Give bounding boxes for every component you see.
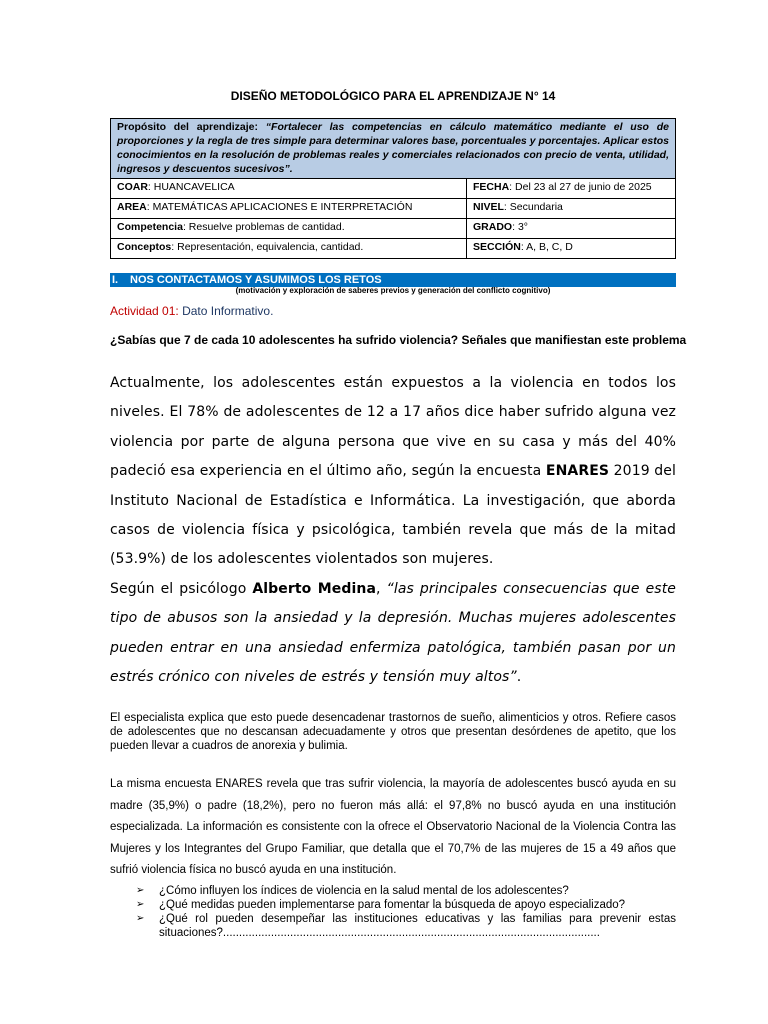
fecha-cell: FECHA: Del 23 al 27 de junio de 2025 xyxy=(467,179,676,199)
conceptos-label: Conceptos xyxy=(117,241,172,253)
main-paragraph xyxy=(110,369,676,692)
activity-heading xyxy=(110,304,273,318)
coar-cell: COAR: HUANCAVELICA xyxy=(111,179,467,199)
question-list xyxy=(136,884,676,940)
area-value: MATEMÁTICAS APLICACIONES E INTERPRETACIÓN xyxy=(152,201,413,213)
grado-label: GRADO xyxy=(473,221,513,233)
info-table xyxy=(110,118,676,259)
purpose-label: Propósito del aprendizaje xyxy=(117,121,255,133)
nivel-label: NIVEL xyxy=(473,201,504,213)
question-heading: ¿Sabías que 7 de cada 10 adolescentes ha sufrido violencia? Señales que manifiestan este problema xyxy=(110,333,687,347)
conceptos-cell: Conceptos: Representación, equivalencia, cantidad. xyxy=(111,239,467,259)
question-text: ¿Qué rol pueden desempeñar las instituciones educativas y las familias para prevenir estas situaciones?...................................................................................................................... xyxy=(159,913,676,939)
coar-value: HUANCAVELICA xyxy=(153,181,235,193)
paragraph-text: 2019 del Instituto Nacional de Estadística e Informática. La investigación, que aborda casos de violencia física y psicológica, también revela que más de la mitad (53.9%) de los adolescentes violentados son mujeres. xyxy=(110,463,676,568)
area-cell: AREA: MATEMÁTICAS APLICACIONES E INTERPRETACIÓN xyxy=(111,199,467,219)
section-subtitle: (motivación y exploración de saberes previos y generación del conflicto cognitivo) xyxy=(235,286,551,295)
enares-term: ENARES xyxy=(545,463,610,480)
list-item xyxy=(136,912,676,940)
fecha-value: Del 23 al 27 de junio de 2025 xyxy=(515,181,652,193)
competencia-cell: Competencia: Resuelve problemas de cantidad. xyxy=(111,219,467,239)
grado-cell: GRADO: 3° xyxy=(467,219,676,239)
seccion-label: SECCIÓN xyxy=(473,241,521,253)
paragraph-psychologist-quote xyxy=(110,575,676,693)
paragraph-enares-survey: La misma encuesta ENARES revela que tras sufrir violencia, la mayoría de adolescentes buscó ayuda en su madre (35,9%) o padre (18,2%), pero no fueron más allá: el 97,8% no buscó ayuda en una institución especializada. La información es consistente con la ofrece el Observatorio Nacional de la Violencia Contra las Mujeres y los Integrantes del Grupo Familiar, que detalla que el 70,7% de las mujeres de 15 a 49 años que sufrió violencia física no buscó ayuda en una institución. xyxy=(110,778,676,877)
arrow-bullet-icon: ➢ xyxy=(136,913,145,924)
question-text: ¿Qué medidas pueden implementarse para fomentar la búsqueda de apoyo especializado? xyxy=(159,899,626,911)
area-label: AREA xyxy=(117,201,147,213)
section-heading-bar xyxy=(110,273,676,287)
competencia-label: Competencia xyxy=(117,221,183,233)
paragraph-text: , xyxy=(376,580,387,597)
competencia-value: Resuelve problemas de cantidad. xyxy=(188,221,345,233)
nivel-value: Secundaria xyxy=(509,201,563,213)
section-number: I. xyxy=(112,274,119,286)
list-item xyxy=(136,884,676,898)
paragraph-text: . xyxy=(516,669,522,686)
paragraph-text: Según el psicólogo xyxy=(110,580,253,597)
paragraph-violence-stats xyxy=(110,369,676,575)
paragraph-specialist: El especialista explica que esto puede desencadenar trastornos de sueño, alimenticios y otros. Refiere casos de adolescentes que no descansan adecuadamente y otros que presentan desórdenes de apetito, que los pueden llevar a cuadros de anorexia y bulimia. xyxy=(110,712,676,752)
grado-value: 3° xyxy=(517,221,528,233)
document-title: DISEÑO METODOLÓGICO PARA EL APRENDIZAJE N° 14 xyxy=(230,89,556,103)
purpose-cell: Propósito del aprendizaje: “Fortalecer las competencias en cálculo matemático mediante el uso de proporciones y la regla de tres simple para determinar valores base, porcentuales y porcentajes. Aplicar estos conocimientos en la resolución de problemas reales y comerciales relacionados con precio de venta, utilidad, ingresos y descuentos sucesivos”. xyxy=(111,119,676,179)
seccion-value: A, B, C, D xyxy=(526,241,573,253)
coar-label: COAR xyxy=(117,181,148,193)
nivel-cell: NIVEL: Secundaria xyxy=(467,199,676,219)
conceptos-value: Representación, equivalencia, cantidad. xyxy=(177,241,364,253)
psychologist-name: Alberto Medina xyxy=(252,580,377,597)
quote-text: “las principales consecuencias que este tipo de abusos son la ansiedad y la depresión. Muchas mujeres adolescentes pueden entrar en una ansiedad enfermiza patológica, también pasan por un estrés crónico con niveles de estrés y tensión muy altos” xyxy=(110,580,676,686)
fecha-label: FECHA xyxy=(473,181,510,193)
seccion-cell: SECCIÓN: A, B, C, D xyxy=(467,239,676,259)
purpose-text: “Fortalecer las competencias en cálculo matemático mediante el uso de proporciones y la regla de tres simple para determinar valores base, porcentuales y porcentajes. Aplicar estos conocimientos en la resolución de problemas reales y comerciales relacionados con precio de venta, utilidad, ingresos y descuentos sucesivos”. xyxy=(117,121,669,175)
paragraph-text: Actualmente, los adolescentes están expuestos a la violencia en todos los niveles. El 78% de adolescentes de 12 a 17 años dice haber sufrido alguna vez violencia por parte de alguna persona que vive en su casa y más del 40% padeció esa experiencia en el último año, según la encuesta xyxy=(110,375,676,480)
question-text: ¿Cómo influyen los índices de violencia en la salud mental de los adolescentes? xyxy=(159,885,569,897)
list-item xyxy=(136,898,676,912)
arrow-bullet-icon: ➢ xyxy=(136,899,145,910)
arrow-bullet-icon: ➢ xyxy=(136,885,145,896)
section-title: NOS CONTACTAMOS Y ASUMIMOS LOS RETOS xyxy=(130,274,382,286)
activity-label: Actividad 01: xyxy=(110,304,179,318)
activity-name: Dato Informativo. xyxy=(182,304,274,318)
